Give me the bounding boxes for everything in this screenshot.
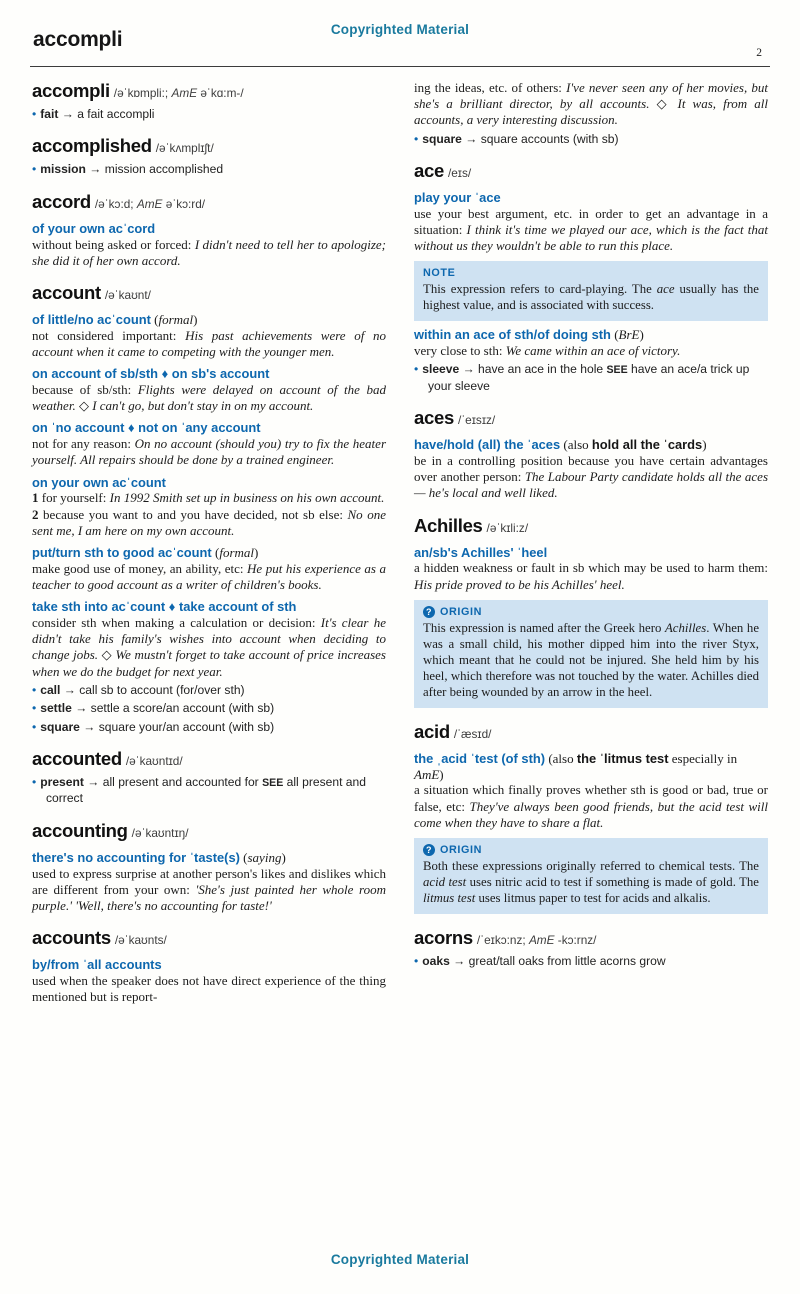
headword: acorns bbox=[414, 927, 473, 949]
cross-reference bbox=[414, 132, 768, 147]
cross-reference bbox=[32, 107, 386, 122]
phonetic-transcription bbox=[156, 141, 214, 155]
cross-reference bbox=[414, 954, 768, 969]
text-segment: play your ˈace bbox=[414, 190, 501, 206]
phonetic-transcription bbox=[448, 166, 471, 180]
headword: accord bbox=[32, 190, 91, 212]
headword-line bbox=[414, 407, 768, 431]
question-mark-icon: ? bbox=[423, 606, 435, 618]
headword-line bbox=[32, 191, 386, 215]
text-segment: ) bbox=[193, 312, 198, 328]
text-segment: all present and correct bbox=[46, 775, 366, 806]
text-segment: → mission accomplished bbox=[85, 162, 224, 177]
headword: account bbox=[32, 282, 101, 304]
text-segment: ◇ bbox=[98, 647, 116, 663]
text-segment: ◇ bbox=[649, 96, 678, 112]
running-head: accompli bbox=[33, 28, 123, 51]
text-segment: /ˈæsɪd/ bbox=[453, 726, 492, 741]
definition bbox=[414, 453, 768, 502]
bullet-icon: • bbox=[414, 954, 419, 969]
definition bbox=[32, 382, 386, 414]
text-segment: This expression refers to card-playing. The bbox=[423, 282, 657, 297]
definition bbox=[32, 561, 386, 593]
phonetic-transcription bbox=[458, 413, 495, 427]
headword-line bbox=[32, 820, 386, 844]
text-segment: fait bbox=[40, 107, 59, 121]
column-right bbox=[414, 80, 768, 1244]
cross-reference bbox=[32, 720, 386, 735]
definition bbox=[32, 328, 386, 360]
text-segment: əˈkɔ:rd/ bbox=[162, 196, 206, 211]
text-segment: . When he was a small child, his mother dipped him into the river Styx, which meant that he could not be injured. She held him by his heel, which therefore was not touched by the water. Achilles died after being wounded by an arrow in the heel. bbox=[423, 620, 759, 699]
box-title-label: NOTE bbox=[423, 267, 456, 280]
text-segment: /əˈkɒmpli:; bbox=[113, 86, 172, 100]
text-segment: usually has the highest value, and is associated with success. bbox=[423, 282, 759, 313]
box-title bbox=[423, 267, 759, 279]
headword-line bbox=[32, 80, 386, 104]
text-segment: → great/tall oaks from little acorns grow bbox=[449, 954, 666, 969]
dictionary-entry bbox=[32, 927, 386, 1005]
text-segment: have/hold (all) the ˈaces bbox=[414, 437, 561, 453]
definition bbox=[32, 973, 386, 1005]
text-columns bbox=[32, 80, 768, 1244]
dictionary-entry bbox=[32, 748, 386, 807]
idiom-heading bbox=[32, 312, 386, 328]
text-segment: 1 bbox=[32, 490, 42, 506]
text-segment: the ˌacid ˈtest (of sth) bbox=[414, 750, 546, 766]
text-segment: ) bbox=[281, 849, 286, 865]
text-segment: take sth into acˈcount ♦ take account of sth bbox=[32, 599, 297, 615]
text-segment: of little/no acˈcount bbox=[32, 312, 151, 328]
headword-line bbox=[414, 160, 768, 184]
box-title-label: ORIGIN bbox=[440, 844, 482, 857]
cross-reference bbox=[32, 683, 386, 698]
text-segment: His past achievements were of no account when it came to competing with the younger men. bbox=[32, 327, 386, 360]
text-segment: not for any reason: bbox=[32, 436, 135, 452]
dictionary-entry bbox=[32, 80, 386, 122]
text-segment: It's clear he didn't take his family's wishes into account when deciding to change jobs. bbox=[32, 615, 386, 663]
box-title bbox=[423, 606, 759, 618]
definition bbox=[32, 615, 386, 680]
text-segment: square bbox=[40, 719, 80, 734]
text-segment: In 1992 Smith set up in business on his own account. bbox=[109, 490, 385, 506]
text-segment: The Labour Party candidate holds all the aces — he's local and well liked. bbox=[414, 469, 769, 501]
text-segment: put/turn sth to good acˈcount bbox=[32, 545, 212, 561]
headword-line bbox=[32, 927, 386, 951]
phonetic-transcription bbox=[132, 826, 189, 840]
box-text bbox=[423, 858, 759, 906]
text-segment: 2 bbox=[32, 506, 44, 522]
copyright-notice-top: Copyrighted Material bbox=[330, 22, 470, 37]
text-segment: have an ace/a trick up your sleeve bbox=[428, 362, 750, 393]
text-segment: /ˈeɪsɪz/ bbox=[457, 413, 496, 428]
dictionary-entry bbox=[32, 820, 386, 914]
text-segment: BrE bbox=[618, 327, 640, 343]
text-segment: We came within an ace of victory. bbox=[505, 343, 681, 359]
text-segment: (also bbox=[545, 750, 577, 766]
cross-reference bbox=[414, 362, 768, 394]
text-segment: No one sent me, I am here on my own account. bbox=[32, 506, 386, 538]
text-segment: I can't go, but don't stay in on my account. bbox=[92, 398, 314, 414]
text-segment: call bbox=[40, 682, 61, 697]
dictionary-entry bbox=[32, 191, 386, 269]
text-segment: sleeve bbox=[422, 362, 460, 377]
text-segment: the ˈlitmus test bbox=[576, 750, 669, 766]
idiom-heading bbox=[414, 545, 768, 561]
text-segment: litmus test bbox=[423, 891, 476, 906]
text-segment: I think it's time we played our ace, which is the fact that without us they wouldn't be able to run this place. bbox=[414, 222, 768, 254]
text-segment: → square your/an account (with sb) bbox=[79, 719, 275, 734]
text-segment: /ˈeɪkɔ:nz; bbox=[476, 933, 529, 948]
definition bbox=[414, 206, 768, 255]
text-segment: Flights were delayed on account of the bad weather. bbox=[32, 382, 386, 414]
text-segment: → a fait accompli bbox=[58, 107, 155, 121]
text-segment: /əˈkʌmplɪʃt/ bbox=[155, 141, 214, 156]
definition bbox=[414, 80, 768, 129]
phonetic-transcription bbox=[95, 197, 205, 211]
dictionary-entry bbox=[32, 282, 386, 735]
cross-reference bbox=[32, 162, 386, 177]
copyright-notice-bottom: Copyrighted Material bbox=[330, 1252, 470, 1267]
text-segment: /eɪs/ bbox=[447, 166, 472, 181]
idiom-heading bbox=[414, 751, 768, 783]
idiom-heading bbox=[32, 957, 386, 973]
text-segment: be in a controlling position because you have certain advantages over another person: bbox=[414, 453, 768, 485]
definition bbox=[32, 507, 386, 539]
phonetic-transcription bbox=[105, 288, 151, 302]
bullet-icon: • bbox=[32, 719, 37, 734]
phonetic-transcription bbox=[126, 754, 183, 768]
headword: accompli bbox=[32, 80, 110, 101]
text-segment: Achilles bbox=[664, 620, 707, 635]
phonetic-transcription bbox=[477, 933, 597, 947]
text-segment: consider sth when making a calculation or decision: bbox=[32, 615, 321, 631]
text-segment: formal bbox=[158, 312, 194, 328]
column-left bbox=[32, 80, 386, 1244]
text-segment: AmE bbox=[528, 933, 555, 948]
idiom-heading bbox=[32, 475, 386, 491]
box-title-label: ORIGIN bbox=[440, 605, 482, 618]
text-segment: especially in bbox=[668, 750, 738, 766]
definition bbox=[32, 436, 386, 468]
page-number: 2 bbox=[756, 47, 762, 59]
definition bbox=[414, 560, 768, 592]
text-segment: present bbox=[40, 775, 84, 790]
dictionary-entry bbox=[414, 407, 768, 501]
definition bbox=[414, 782, 768, 831]
text-segment: → all present and accounted for bbox=[83, 775, 263, 790]
text-segment: by/from ˈall accounts bbox=[32, 957, 162, 973]
headword: Achilles bbox=[414, 514, 483, 536]
text-segment: acid test bbox=[423, 875, 467, 890]
bullet-icon: • bbox=[32, 682, 37, 697]
dictionary-entry bbox=[414, 515, 768, 708]
text-segment: mission bbox=[40, 162, 86, 177]
phonetic-transcription bbox=[115, 933, 167, 947]
headword-line bbox=[32, 282, 386, 306]
text-segment: on your own acˈcount bbox=[32, 474, 166, 490]
idiom-heading bbox=[32, 221, 386, 237]
box-title bbox=[423, 844, 759, 856]
text-segment: ( bbox=[150, 312, 159, 328]
text-segment: used to express surprise at another person's likes and dislikes which are different from your own: bbox=[32, 865, 386, 897]
text-segment: oaks bbox=[422, 954, 450, 969]
bullet-icon: • bbox=[32, 775, 37, 790]
text-segment: of your own acˈcord bbox=[32, 220, 156, 236]
text-segment: ( bbox=[610, 327, 619, 343]
text-segment: /əˈkaʊntɪŋ/ bbox=[131, 825, 189, 840]
text-segment: /əˈkaʊnt/ bbox=[104, 288, 151, 303]
text-segment: They've always been good friends, but the acid test will come when they have to share a flat. bbox=[414, 798, 768, 830]
definition bbox=[414, 343, 768, 359]
text-segment: His pride proved to be his Achilles' heel. bbox=[414, 576, 625, 592]
origin-box bbox=[414, 600, 768, 708]
text-segment: ace bbox=[656, 282, 675, 297]
text-segment: AmE bbox=[171, 86, 198, 100]
header-rule bbox=[30, 66, 770, 67]
text-segment: uses litmus paper to test for acids and alkalis. bbox=[475, 891, 711, 906]
text-segment: ) bbox=[254, 545, 259, 561]
dictionary-entry bbox=[32, 135, 386, 177]
idiom-heading bbox=[414, 190, 768, 206]
bullet-icon: • bbox=[414, 131, 419, 146]
definition bbox=[32, 490, 386, 506]
phonetic-transcription bbox=[487, 521, 529, 535]
headword: accounting bbox=[32, 819, 128, 841]
text-segment: I didn't need to tell her to apologize; she did it of her own accord. bbox=[32, 236, 387, 268]
text-segment: I've never seen any of her movies, but she's a brilliant director, by all accounts. bbox=[414, 80, 768, 112]
headword: accomplished bbox=[32, 135, 152, 157]
text-segment: an/sb's Achilles' ˈheel bbox=[414, 544, 548, 560]
text-segment: → have an ace in the hole bbox=[459, 362, 607, 377]
idiom-heading bbox=[414, 437, 768, 453]
dictionary-entry bbox=[414, 927, 768, 969]
box-text bbox=[423, 620, 759, 700]
idiom-heading bbox=[32, 366, 386, 382]
headword: accounted bbox=[32, 748, 122, 770]
text-segment: ◇ bbox=[75, 398, 93, 414]
text-segment: əˈkɑ:m-/ bbox=[197, 86, 244, 100]
idiom-heading bbox=[32, 850, 386, 866]
dictionary-entry bbox=[414, 721, 768, 914]
text-segment: not considered important: bbox=[32, 327, 186, 343]
text-segment: /əˈkɪli:z/ bbox=[486, 520, 529, 535]
text-segment: /əˈkɔ:d; bbox=[94, 196, 137, 211]
phonetic-transcription bbox=[454, 727, 492, 741]
text-segment: very close to sth: bbox=[414, 343, 506, 359]
idiom-heading bbox=[414, 327, 768, 343]
text-segment: there's no accounting for ˈtaste(s) bbox=[32, 849, 240, 865]
cross-reference bbox=[32, 701, 386, 716]
headword: aces bbox=[414, 407, 454, 429]
text-segment: On no account (should you) try to fix the heater yourself. All repairs should be done by a trained engineer. bbox=[32, 436, 386, 468]
headword-line bbox=[414, 927, 768, 951]
dictionary-entry bbox=[414, 80, 768, 147]
text-segment: ) bbox=[639, 327, 644, 343]
headword: acid bbox=[414, 720, 450, 742]
text-segment: without being asked or forced: bbox=[32, 236, 195, 252]
text-segment: 'She's just painted her whole room purple.' 'Well, there's no accounting for taste!' bbox=[32, 881, 386, 914]
text-segment: It was, from all accounts, a very interesting discussion. bbox=[414, 96, 768, 128]
headword-line bbox=[414, 721, 768, 745]
headword-line bbox=[414, 515, 768, 539]
text-segment: → call sb to account (for/over sth) bbox=[60, 682, 245, 697]
text-segment: on ˈno account ♦ not on ˈany account bbox=[32, 420, 261, 436]
text-segment: (also bbox=[560, 437, 592, 453]
definition bbox=[32, 866, 386, 915]
text-segment: hold all the ˈcards bbox=[591, 437, 703, 453]
bullet-icon: • bbox=[414, 362, 419, 377]
text-segment: This expression is named after the Greek hero bbox=[423, 620, 665, 635]
text-segment: He put his experience as a teacher to good account as a writer of children's books. bbox=[32, 560, 386, 593]
text-segment: Both these expressions originally referred to chemical tests. The bbox=[423, 859, 759, 874]
text-segment: → settle a score/an account (with sb) bbox=[71, 701, 275, 716]
headword-line bbox=[32, 135, 386, 159]
text-segment: /əˈkaʊnts/ bbox=[114, 933, 167, 948]
definition bbox=[32, 237, 386, 269]
text-segment: for yourself: bbox=[41, 490, 110, 506]
bullet-icon: • bbox=[32, 162, 37, 177]
text-segment: within an ace of sth/of doing sth bbox=[414, 327, 611, 343]
text-segment: use your best argument, etc. in order to get an advantage in a situation: bbox=[414, 205, 768, 238]
text-segment: a hidden weakness or fault in sb which may be used to harm them: bbox=[414, 560, 768, 576]
text-segment: ) bbox=[439, 766, 444, 782]
text-segment: SEE bbox=[262, 777, 284, 790]
text-segment: because of sb/sth: bbox=[32, 382, 138, 398]
text-segment: ) bbox=[702, 437, 707, 453]
headword-line bbox=[32, 748, 386, 772]
text-segment: saying bbox=[247, 849, 282, 865]
text-segment: uses nitric acid to test if something is made of gold. The bbox=[466, 875, 759, 890]
text-segment: ing the ideas, etc. of others: bbox=[414, 80, 567, 95]
text-segment: /əˈkaʊntɪd/ bbox=[125, 754, 183, 769]
text-segment: square bbox=[422, 131, 462, 146]
question-mark-icon: ? bbox=[423, 844, 435, 856]
bullet-icon: • bbox=[32, 701, 37, 716]
text-segment: AmE bbox=[136, 196, 163, 211]
headword: ace bbox=[414, 160, 444, 182]
text-segment: SEE bbox=[606, 364, 628, 377]
note-box bbox=[414, 261, 768, 321]
text-segment: We mustn't forget to take account of price increases when we do the budget for next year. bbox=[32, 647, 386, 679]
text-segment: because you want to and you have decided, not sb else: bbox=[43, 506, 348, 522]
cross-reference bbox=[32, 775, 386, 807]
text-segment: on account of sb/sth ♦ on sb's account bbox=[32, 366, 270, 382]
text-segment: used when the speaker does not have direct experience of the thing mentioned but is report- bbox=[32, 973, 386, 1005]
text-segment: settle bbox=[40, 701, 72, 716]
text-segment: → square accounts (with sb) bbox=[461, 131, 619, 146]
text-segment: a situation which finally proves whether sth is good or bad, true or false, etc: bbox=[414, 782, 768, 814]
text-segment: AmE bbox=[414, 766, 440, 782]
idiom-heading bbox=[32, 599, 386, 615]
phonetic-transcription bbox=[114, 86, 244, 100]
text-segment: make good use of money, an ability, etc: bbox=[32, 560, 248, 576]
box-text bbox=[423, 281, 759, 313]
bullet-icon: • bbox=[32, 107, 37, 121]
dictionary-entry bbox=[414, 160, 768, 394]
text-segment: ( bbox=[239, 849, 248, 865]
headword: accounts bbox=[32, 927, 111, 949]
idiom-heading bbox=[32, 420, 386, 436]
idiom-heading bbox=[32, 545, 386, 561]
text-segment: -kɔ:rnz/ bbox=[554, 933, 597, 948]
text-segment: formal bbox=[219, 545, 254, 561]
text-segment: ( bbox=[211, 545, 220, 561]
origin-box bbox=[414, 838, 768, 914]
